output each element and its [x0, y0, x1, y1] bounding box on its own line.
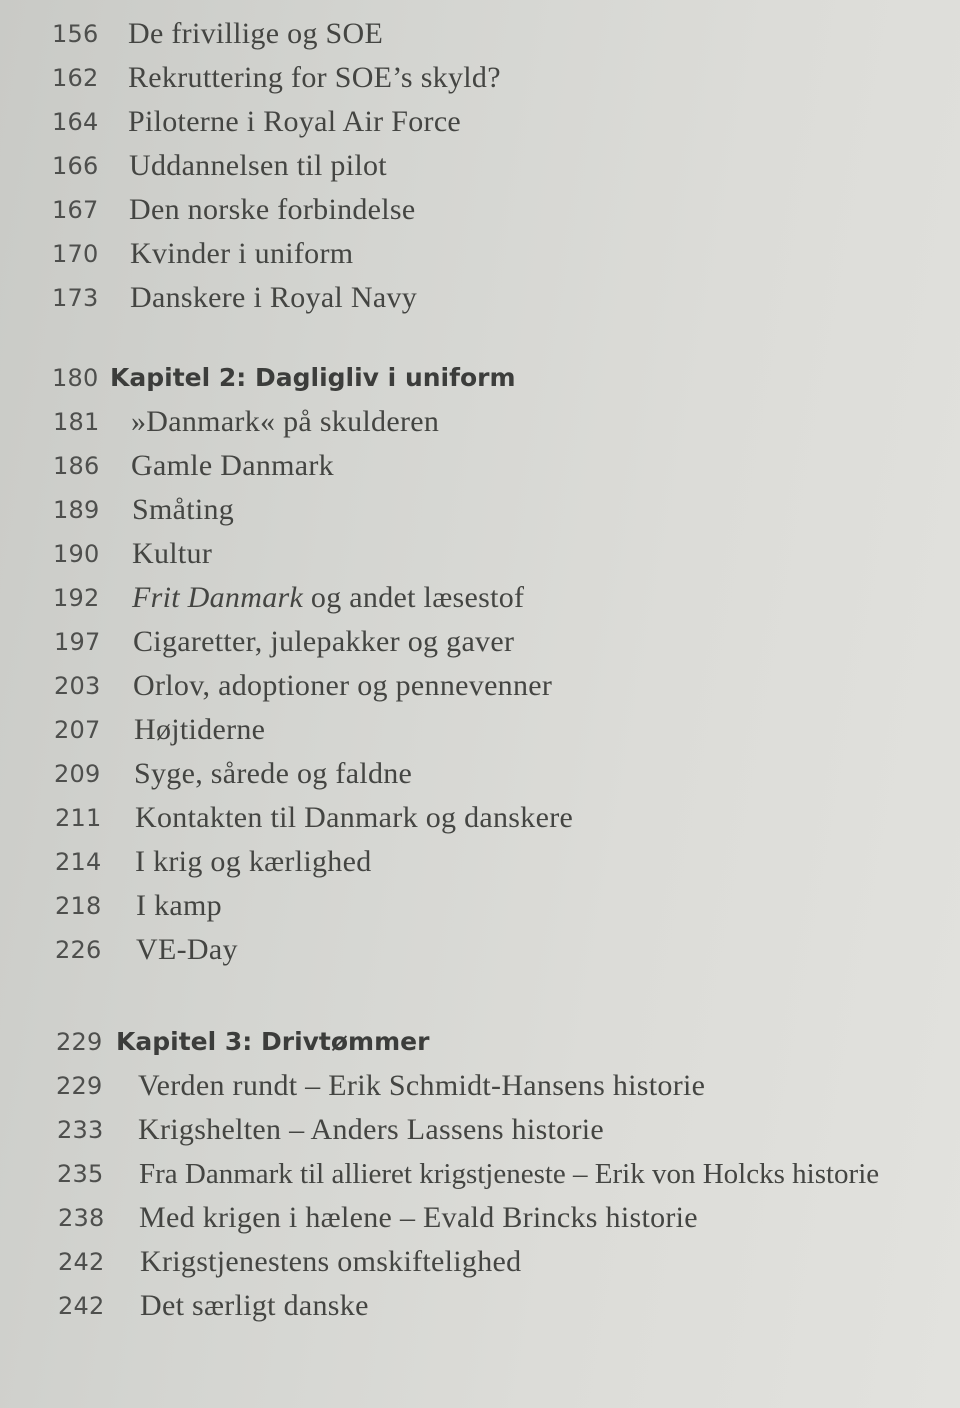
entry-page-number: 192	[53, 584, 100, 612]
toc-entry	[0, 1108, 960, 1152]
entry-page-number: 162	[52, 64, 99, 92]
entry-title: Danskere i Royal Navy	[130, 281, 418, 314]
entry-title-rest: og andet læsestof	[303, 581, 525, 614]
chapter-title: Kapitel 3: Drivtømmer	[116, 1027, 430, 1056]
chapter-heading	[0, 356, 960, 400]
chapter-title: Kapitel 2: Dagligliv i uniform	[110, 363, 516, 392]
toc-entry	[0, 12, 960, 56]
toc-entry	[0, 620, 960, 664]
entry-page-number: 186	[53, 452, 100, 480]
chapter-heading	[0, 1020, 960, 1064]
toc-entry	[0, 928, 960, 972]
entry-title: De frivillige og SOE	[128, 17, 384, 50]
toc-entry	[0, 276, 960, 320]
chapter1-continuation	[0, 12, 960, 320]
chapter-page-number: 180	[52, 364, 99, 392]
entry-title: Kontakten til Danmark og danskere	[135, 801, 574, 834]
entry-title: Den norske forbindelse	[129, 193, 416, 226]
toc-entry	[0, 1196, 960, 1240]
entry-title: Højtiderne	[134, 713, 266, 746]
entry-page-number: 190	[53, 540, 100, 568]
toc-entry	[0, 576, 960, 620]
entry-title: I kamp	[136, 889, 222, 922]
toc-entry	[0, 488, 960, 532]
entry-title: Verden rundt – Erik Schmidt-Hansens historie	[138, 1069, 706, 1102]
entry-page-number: 156	[52, 20, 99, 48]
entry-page-number: 203	[54, 672, 101, 700]
toc-entry	[0, 532, 960, 576]
entry-title: Kvinder i uniform	[130, 237, 354, 270]
entry-title: Småting	[132, 493, 235, 526]
entry-page-number: 167	[52, 196, 99, 224]
entry-title: Det særligt danske	[140, 1289, 369, 1322]
entry-title: Orlov, adoptioner og pennevenner	[133, 669, 553, 702]
entry-title: Cigaretter, julepakker og gaver	[133, 625, 515, 658]
chapter3-section	[0, 1020, 960, 1328]
toc-entry	[0, 1064, 960, 1108]
toc-entry	[0, 232, 960, 276]
entry-title-italic: Frit Danmark	[132, 581, 304, 614]
entry-title: I krig og kærlighed	[135, 845, 372, 878]
entry-page-number: 233	[57, 1116, 104, 1144]
toc-entry	[0, 708, 960, 752]
entry-title: »Danmark« på skulderen	[131, 405, 440, 438]
toc-entry	[0, 188, 960, 232]
entry-page-number: 211	[55, 804, 102, 832]
entry-title: VE-Day	[136, 933, 238, 966]
entry-page-number: 214	[55, 848, 102, 876]
toc-entry	[0, 752, 960, 796]
toc-entry	[0, 796, 960, 840]
entry-title: Fra Danmark til allieret krigstjeneste – Erik von Holcks historie	[139, 1158, 880, 1190]
toc-entry	[0, 1152, 960, 1196]
entry-title: Piloterne i Royal Air Force	[128, 105, 462, 138]
entry-page-number: 209	[54, 760, 101, 788]
entry-title: Uddannelsen til pilot	[129, 149, 387, 182]
entry-title: Gamle Danmark	[131, 449, 334, 482]
toc-entry	[0, 100, 960, 144]
toc-entry	[0, 56, 960, 100]
entry-title: Rekruttering for SOE’s skyld?	[128, 61, 501, 94]
toc-entry	[0, 1240, 960, 1284]
entry-page-number: 173	[52, 284, 99, 312]
entry-title: Kultur	[132, 537, 213, 570]
entry-page-number: 166	[52, 152, 99, 180]
entry-page-number: 218	[55, 892, 102, 920]
entry-page-number: 189	[53, 496, 100, 524]
entry-title	[132, 576, 524, 620]
entry-page-number: 242	[58, 1292, 105, 1320]
entry-page-number: 235	[57, 1160, 104, 1188]
entry-title: Syge, sårede og faldne	[134, 757, 413, 790]
entry-page-number: 181	[53, 408, 100, 436]
toc-entry	[0, 444, 960, 488]
entry-page-number: 229	[56, 1072, 103, 1100]
toc-entry	[0, 400, 960, 444]
entry-title: Krigshelten – Anders Lassens historie	[138, 1113, 605, 1146]
entry-page-number: 164	[52, 108, 99, 136]
toc-entry	[0, 1284, 960, 1328]
toc-entry	[0, 884, 960, 928]
chapter-page-number: 229	[56, 1028, 103, 1056]
entry-page-number: 242	[58, 1248, 105, 1276]
entry-title: Med krigen i hælene – Evald Brincks historie	[139, 1201, 698, 1234]
toc-entry	[0, 144, 960, 188]
entry-page-number: 226	[55, 936, 102, 964]
entry-page-number: 207	[54, 716, 101, 744]
entry-page-number: 170	[52, 240, 99, 268]
entry-page-number: 197	[54, 628, 101, 656]
entry-page-number: 238	[58, 1204, 105, 1232]
toc-entry	[0, 840, 960, 884]
chapter2-section	[0, 356, 960, 972]
toc-entry	[0, 664, 960, 708]
entry-title: Krigstjenestens omskiftelighed	[140, 1245, 522, 1278]
